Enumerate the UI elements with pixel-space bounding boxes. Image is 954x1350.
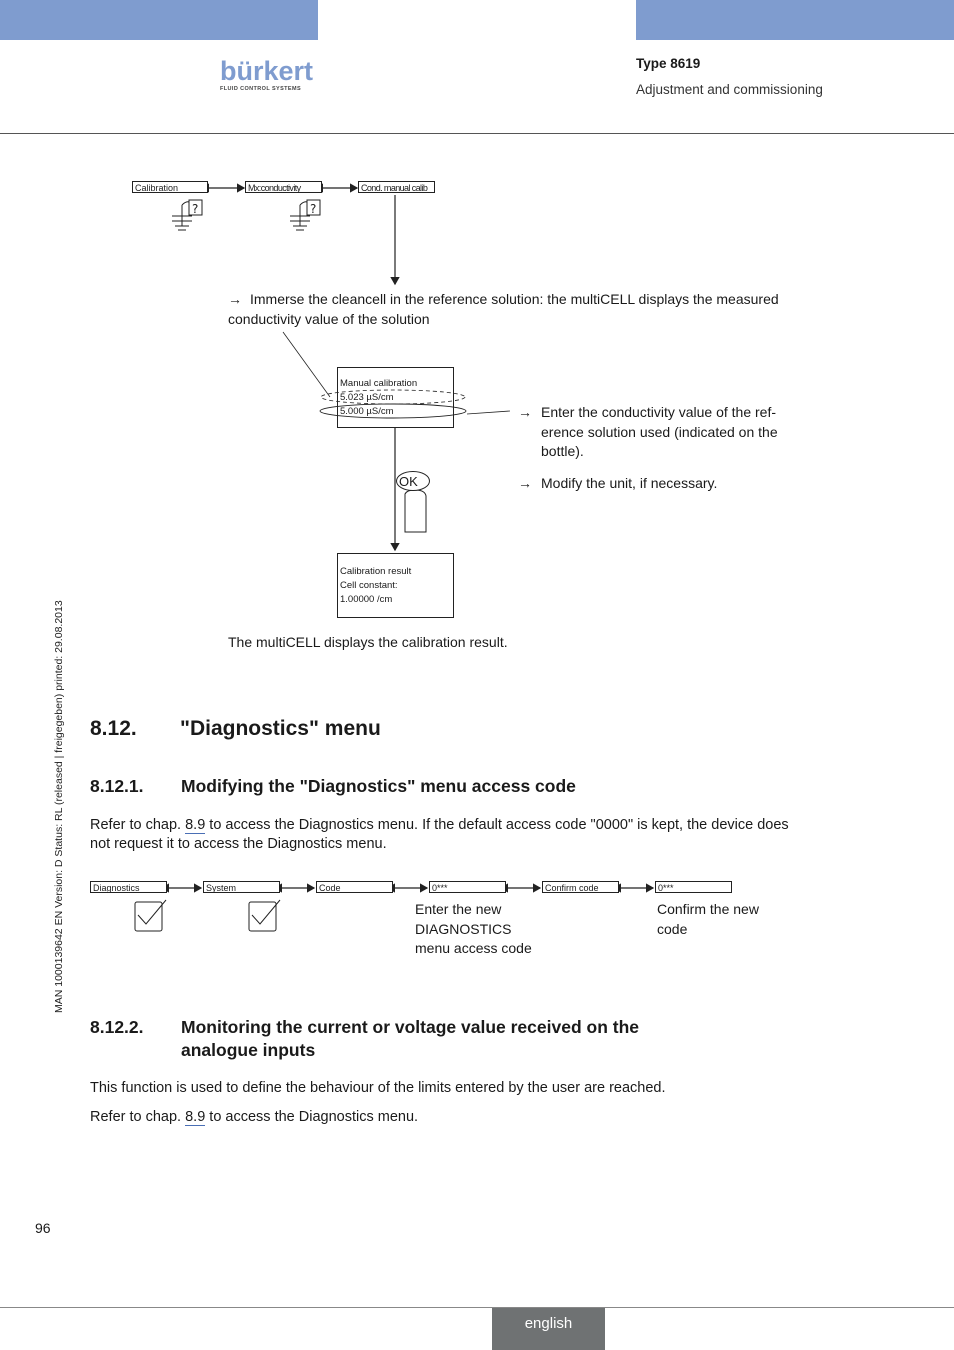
menu-box-diagnostics: Diagnostics xyxy=(90,881,167,893)
display-measured-value: 5.023 µS/cm xyxy=(340,392,394,403)
subsection-title-line2: analogue inputs xyxy=(181,1040,316,1060)
svg-text:?: ? xyxy=(310,202,317,216)
instruction-unit: → Modify the unit, if necessary. xyxy=(518,475,718,491)
enter-code-label: Enter the new DIAGNOSTICS menu access code xyxy=(415,901,532,956)
menu-box-mx-conductivity: Mx:conductivity xyxy=(245,181,322,193)
logo-text: bürkert xyxy=(220,56,314,86)
subsection-number: 8.12.2. xyxy=(90,1017,144,1037)
result-cell-constant-value: 1.00000 /cm xyxy=(340,594,393,605)
menu-box-calibration: Calibration xyxy=(132,181,208,193)
side-metadata: MAN 1000139642 EN Version: D Status: RL (released | freigegeben) printed: 29.08.2013 xyxy=(53,600,65,1013)
ok-key-label: OK xyxy=(399,474,418,489)
subsection2-paragraph-2: Refer to chap. 8.9 to access the Diagnostics menu. xyxy=(90,1109,419,1125)
display-manual-calibration xyxy=(337,367,454,428)
chapter-link[interactable]: 8.9 xyxy=(185,1109,206,1125)
subsection-title: Monitoring the current or voltage value received on the xyxy=(181,1017,639,1037)
probe-icon xyxy=(290,200,320,230)
chapter-link[interactable]: 8.9 xyxy=(185,817,206,833)
code-entry-box: 0*** xyxy=(429,881,506,893)
logo-subtitle: FLUID CONTROL SYSTEMS xyxy=(220,86,302,92)
instruction-immerse: → Immerse the cleancell in the reference solution: the multiCELL displays the measured conductivity value of the solution xyxy=(228,291,779,327)
subsection-heading-2 xyxy=(90,1016,639,1062)
confirm-code-label: Confirm the new code xyxy=(657,901,759,937)
subsection-number: 8.12.1. xyxy=(90,776,144,796)
page-number: 96 xyxy=(35,1220,51,1236)
section-title: "Diagnostics" menu xyxy=(180,717,381,740)
probe-icon xyxy=(172,200,202,230)
section-heading xyxy=(90,717,381,741)
menu-box-system: System xyxy=(203,881,280,893)
display-calibration-result xyxy=(337,553,454,618)
result-cell-constant-label: Cell constant: xyxy=(340,580,398,591)
check-icon xyxy=(249,900,280,931)
menu-box-cond-manual-calib: Cond. manual calib xyxy=(358,181,435,193)
language-tab: english xyxy=(492,1308,605,1350)
subsection1-paragraph: Refer to chap. 8.9 to access the Diagnostics menu. If the default access code "0000" is kept, the device does not request it to access the Diagnostics menu. xyxy=(90,817,789,852)
check-icon xyxy=(135,900,166,931)
menu-box-confirm-code: Confirm code xyxy=(542,881,619,893)
instruction-enter-value: → Enter the conductivity value of the ref- erence solution used (indicated on the bottle). xyxy=(518,404,778,459)
display-reference-value: 5.000 µS/cm xyxy=(340,406,394,417)
doc-section: Adjustment and commissioning xyxy=(636,82,823,97)
footer-rule xyxy=(0,1307,954,1308)
display-title: Manual calibration xyxy=(340,378,418,389)
subsection2-paragraph-1: This function is used to define the behaviour of the limits entered by the user are reached. xyxy=(90,1080,666,1096)
doc-type: Type 8619 xyxy=(636,56,701,71)
section-number: 8.12. xyxy=(90,717,137,740)
ok-key[interactable] xyxy=(396,471,430,491)
subsection-heading-1 xyxy=(90,775,576,798)
confirm-entry-box: 0*** xyxy=(655,881,732,893)
menu-box-code: Code xyxy=(316,881,393,893)
result-title: Calibration result xyxy=(340,566,412,577)
subsection-title: Modifying the "Diagnostics" menu access code xyxy=(181,776,576,796)
calibration-caption: The multiCELL displays the calibration result. xyxy=(228,634,508,650)
svg-text:?: ? xyxy=(192,202,199,216)
